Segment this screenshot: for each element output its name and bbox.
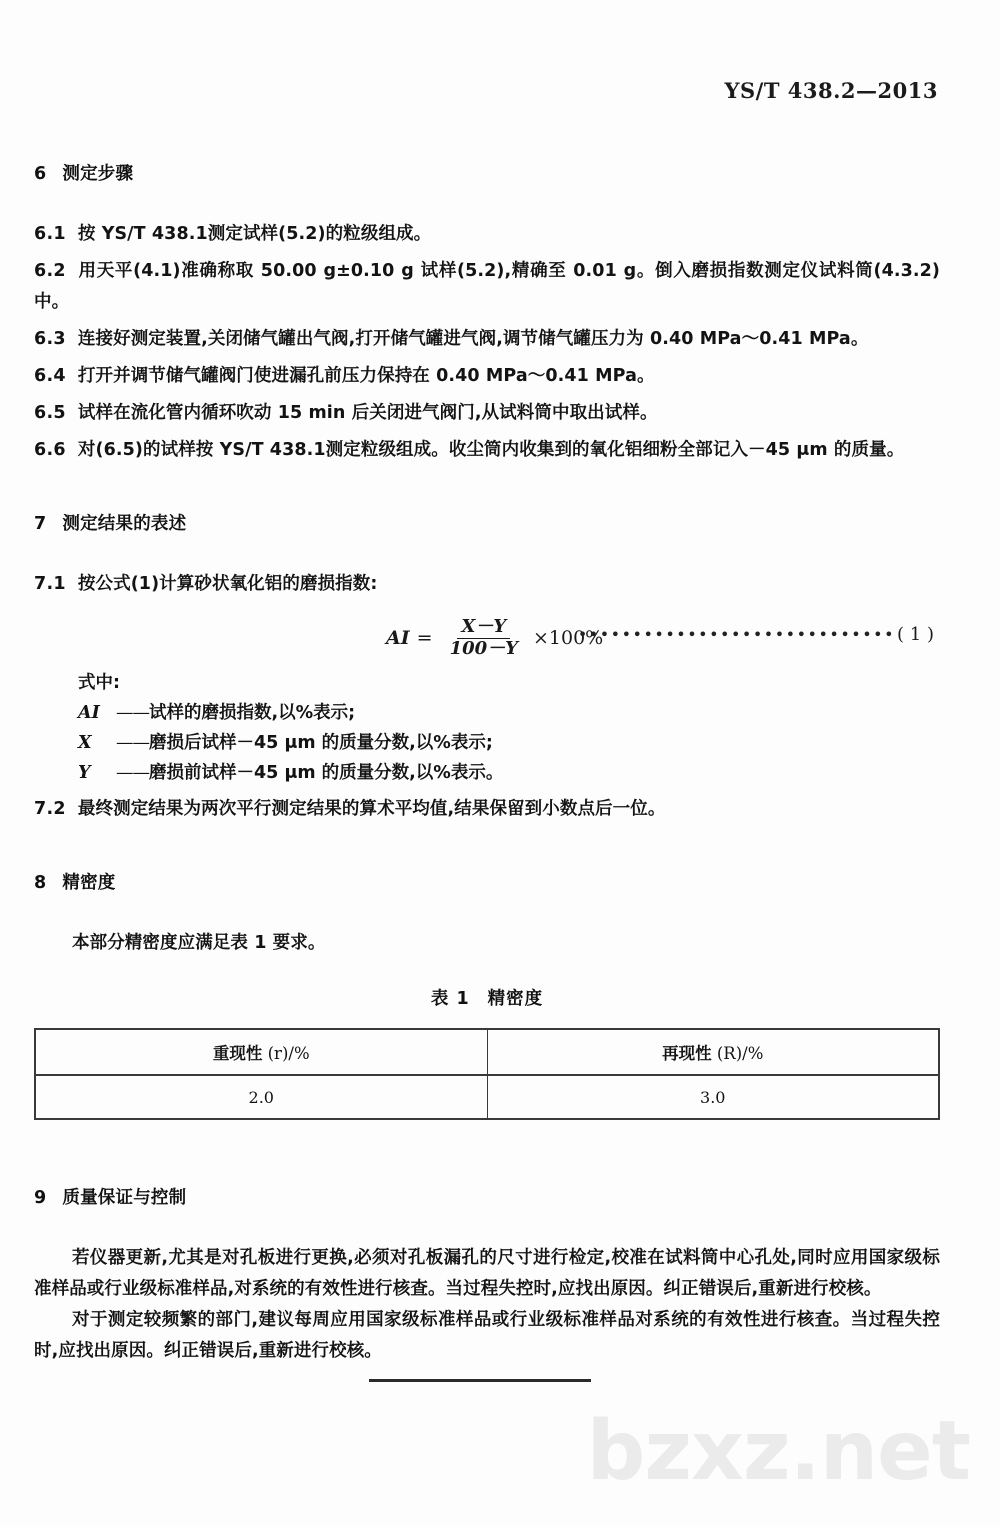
- table-header-reproducibility: 再现性 (R)/%: [487, 1029, 939, 1075]
- precision-table: [34, 1028, 940, 1120]
- clause-6-2: [34, 256, 940, 318]
- clause-text-6-3: 连接好测定装置,关闭储气罐出气阀,打开储气罐进气阀,调节储气罐压力为 0.40 MPa～0.41 MPa。: [77, 329, 869, 349]
- clause-text-6-6: 对(6.5)的试样按 YS/T 438.1测定粒级组成。收尘筒内收集到的氧化铝细粉全部记入－45 μm 的质量。: [77, 440, 905, 460]
- table-row: [35, 1075, 939, 1119]
- equation-number: ( 1 ): [897, 624, 934, 645]
- section-title-7: 测定结果的表述: [62, 514, 187, 534]
- page-header: [60, 78, 938, 103]
- where-symbol-ai: AI: [78, 703, 100, 723]
- clause-6-3: [34, 324, 940, 355]
- formula-row: [34, 610, 940, 668]
- clause-text-7-2: 最终测定结果为两次平行测定结果的算术平均值,结果保留到小数点后一位。: [77, 799, 666, 819]
- section-9-paragraph-2: 对于测定较频繁的部门,建议每周应用国家级标准样品或行业级标准样品对系统的有效性进行核查。当过程失控时,应找出原因。纠正错误后,重新进行校核。: [34, 1310, 940, 1361]
- where-dash-x: ——: [116, 733, 149, 753]
- section-number-6: 6: [34, 164, 47, 184]
- section-heading-8: [34, 869, 940, 894]
- section-title-8: 精密度: [62, 873, 116, 893]
- section-9-paragraph-1: 若仪器更新,尤其是对孔板进行更换,必须对孔板漏孔的尺寸进行检定,校准在试料筒中心孔处,同时应用国家级标准样品或行业级标准样品,对系统的有效性进行核查。当过程失控时,应找出原因。纠正错误后,重新进行校核。: [34, 1248, 940, 1299]
- clause-7-2: [34, 794, 940, 825]
- section-8-body: 本部分精密度应满足表 1 要求。: [72, 933, 326, 953]
- where-symbol-x: X: [78, 733, 92, 753]
- where-dash-ai: ——: [116, 703, 149, 723]
- section-heading-7: [34, 510, 940, 535]
- section-number-7: 7: [34, 514, 47, 534]
- table-cell-repeatability-value: 2.0: [35, 1075, 487, 1119]
- clause-label-7-2: 7.2: [34, 799, 66, 819]
- where-dash-y: ——: [116, 763, 149, 783]
- clause-label-6-4: 6.4: [34, 366, 66, 386]
- equation-number-block: [578, 624, 934, 645]
- dot-leader: •••••••••••••••••••••••••••••: [577, 625, 896, 644]
- section-title-6: 测定步骤: [62, 164, 134, 184]
- clause-text-6-1: 按 YS/T 438.1测定试样(5.2)的粒级组成。: [77, 224, 432, 244]
- formula-multiplier: ×100%: [533, 627, 604, 649]
- table-caption-title: 精密度: [487, 989, 544, 1009]
- where-item-ai: [78, 698, 940, 728]
- clause-text-6-5: 试样在流化管内循环吹动 15 min 后关闭进气阀门,从试料筒中取出试样。: [77, 403, 658, 423]
- table-cell-reproducibility-value: 3.0: [487, 1075, 939, 1119]
- where-definition-y: 磨损前试样－45 μm 的质量分数,以%表示。: [149, 763, 504, 783]
- formula-denominator: 100－Y: [449, 637, 518, 659]
- clause-label-6-1: 6.1: [34, 224, 66, 244]
- clause-label-6-3: 6.3: [34, 329, 66, 349]
- clause-6-6: [34, 435, 940, 466]
- clause-text-6-4: 打开并调节储气罐阀门使进漏孔前压力保持在 0.40 MPa～0.41 MPa。: [77, 366, 655, 386]
- section-heading-6: [34, 160, 940, 185]
- table-caption-label: 表 1: [430, 989, 470, 1009]
- where-definition-ai: 试样的磨损指数,以%表示;: [149, 703, 356, 723]
- clause-text-6-2: 用天平(4.1)准确称取 50.00 g±0.10 g 试样(5.2),精确至 0.01 g。倒入磨损指数测定仪试料筒(4.3.2)中。: [34, 261, 940, 312]
- table-header-repeatability: 重现性 (r)/%: [35, 1029, 487, 1075]
- clause-label-6-5: 6.5: [34, 403, 66, 423]
- document-content: [34, 160, 940, 1367]
- clause-6-5: [34, 398, 940, 429]
- clause-6-1: [34, 219, 940, 250]
- standard-number: YS/T 438.2—2013: [724, 78, 938, 103]
- where-label: 式中:: [78, 673, 120, 693]
- where-symbol-y: Y: [78, 763, 91, 783]
- formula-numerator: X－Y: [457, 618, 510, 639]
- clause-label-6-2: 6.2: [34, 261, 66, 281]
- clause-label-7-1: 7.1: [34, 574, 66, 594]
- section-number-9: 9: [34, 1188, 47, 1208]
- abrasion-index-formula: [386, 610, 603, 666]
- section-number-8: 8: [34, 873, 47, 893]
- table-caption: [34, 985, 940, 1010]
- where-definition-x: 磨损后试样－45 μm 的质量分数,以%表示;: [149, 733, 493, 753]
- where-item-y: [78, 758, 940, 788]
- clause-7-1: [34, 569, 940, 600]
- footer-divider-rule: [369, 1379, 591, 1382]
- table-header-row: [35, 1029, 939, 1075]
- clause-label-6-6: 6.6: [34, 440, 66, 460]
- where-item-x: [78, 728, 940, 758]
- formula-lhs: AI: [386, 627, 410, 649]
- section-heading-9: [34, 1184, 940, 1209]
- clause-text-7-1: 按公式(1)计算砂状氧化铝的磨损指数:: [77, 574, 378, 594]
- clause-6-4: [34, 361, 940, 392]
- formula-where-block: [78, 668, 940, 788]
- section-title-9: 质量保证与控制: [62, 1188, 187, 1208]
- watermark-bzxz: bzxz.net: [586, 1404, 970, 1499]
- formula-fraction: [446, 615, 522, 659]
- formula-equals: =: [416, 627, 433, 649]
